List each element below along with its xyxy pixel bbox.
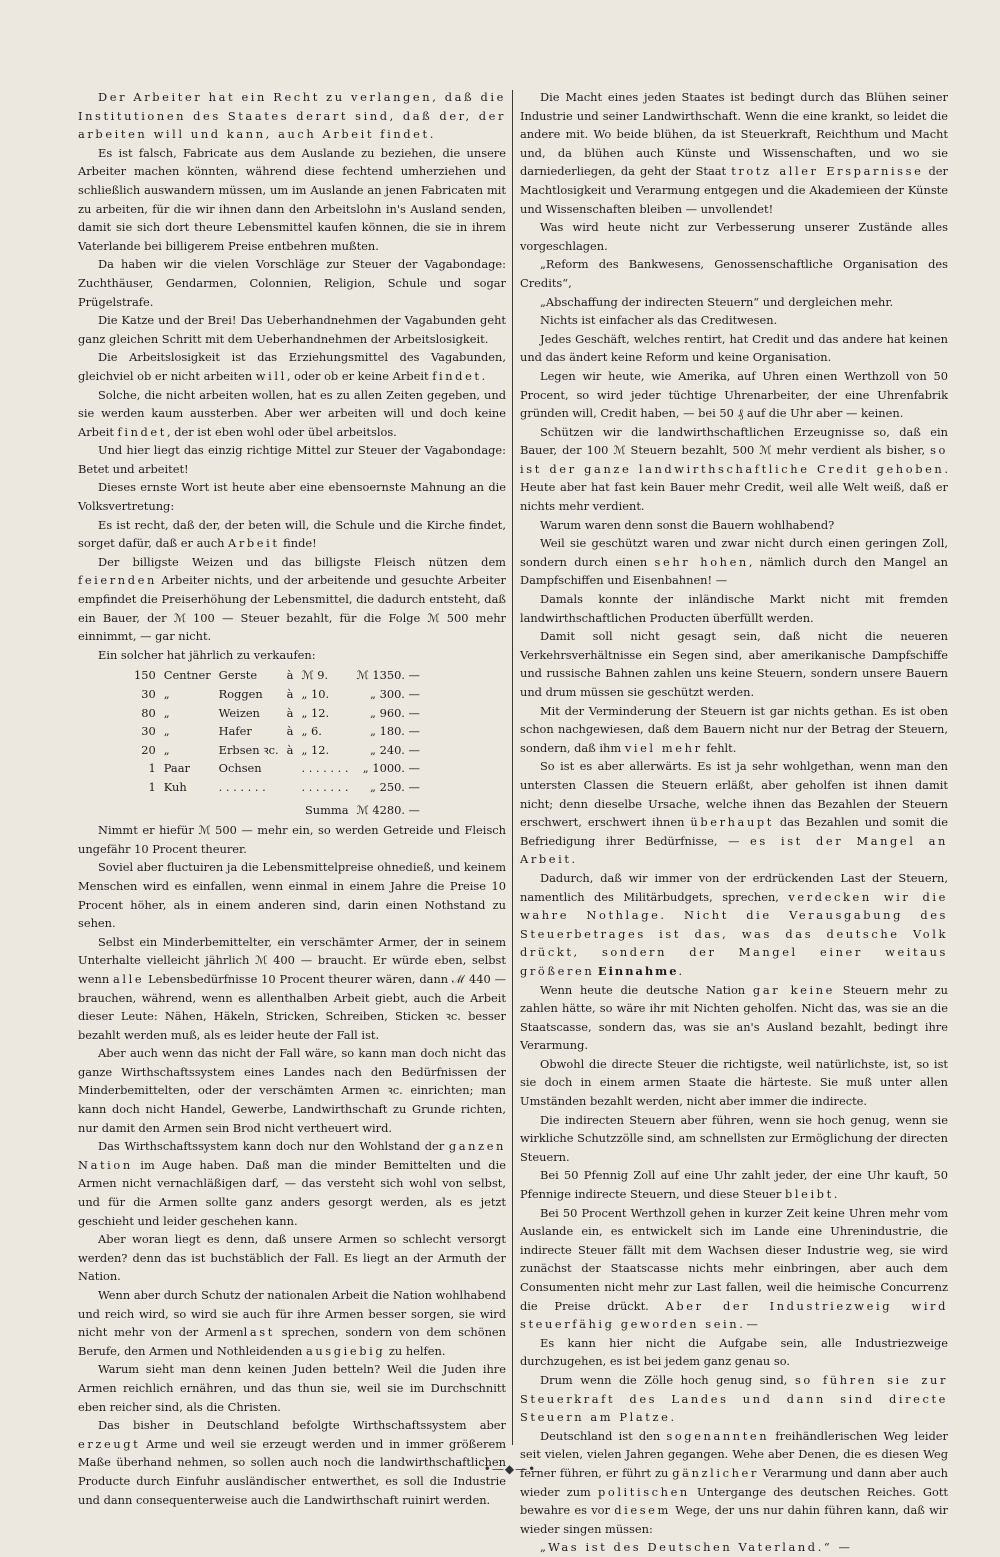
- paragraph: Die Katze und der Brei! Das Ueberhandnehmen der Vagabunden geht ganz gleichen Schritt mit dem Ueberhandnehmen der Arbeitslosigkeit.: [78, 313, 506, 346]
- paragraph: Die indirecten Steuern aber führen, wenn sie hoch genug, wenn sie wirkliche Schutzzölle sind, am schnellsten zur Ermöglichung der directen Steuern.: [520, 1112, 948, 1164]
- table-row: 80 „ Weizen à „ 12. „ 960. —: [141, 705, 420, 720]
- paragraph: Solche, die nicht arbeiten wollen, hat es zu allen Zeiten gegeben, und sie werden kaum aussterben. Aber wer arbeiten will und doch keine Arbeit findet, der ist eben wohl oder übel arbeitslos.: [78, 387, 506, 439]
- paragraph: So ist es aber allerwärts. Es ist ja sehr wohlgethan, wenn man den untersten Classen die Steuern erläßt, aber geholfen ist ihnen damit nicht; denn dieselbe Ursache, welche ihnen das Bezahlen der Steuern erschwert, erschwert ihnen überhaupt das Bezahlen und somit die Befriedigung ihrer Bedürfnisse, — es ist der Mangel an Arbeit.: [520, 759, 948, 867]
- paragraph: „Abschaffung der indirecten Steuern“ und dergleichen mehr.: [540, 294, 894, 309]
- table-row: 1 Kuh . . . . . . . . . . . . . . „ 250. —: [148, 779, 420, 794]
- column-divider: [512, 90, 513, 1445]
- paragraph: Ein solcher hat jährlich zu verkaufen:: [98, 647, 316, 662]
- paragraph: Weil sie geschützt waren und zwar nicht durch einen geringen Zoll, sondern durch einen sehr hohen, nämlich durch den Mangel an Dampfschiffen und Eisenbahnen! —: [520, 536, 948, 588]
- paragraph: Drum wenn die Zölle hoch genug sind, so führen sie zur Steuerkraft des Landes und dann sind directe Steuern am Platze.: [520, 1372, 948, 1425]
- left-column: [78, 88, 506, 1509]
- paragraph: Wenn aber durch Schutz der nationalen Arbeit die Nation wohlhabend und reich wird, so wird sie auch für ihre Armen besser sorgen, sie wird nicht mehr von der Armenlast sprechen, sondern von dem schönen Berufe, den Armen und Nothleidenden ausgiebig zu helfen.: [78, 1288, 506, 1358]
- paragraph: Es ist recht, daß der, der beten will, die Schule und die Kirche findet, sorget dafür, daß er auch Arbeit finde!: [78, 517, 506, 551]
- paragraph: Obwohl die directe Steuer die richtigste, weil natürlichste, ist, so ist sie doch in einem armen Staate die härteste. Sie muß unter allen Umständen bezahlt werden, nicht aber immer die indirecte.: [520, 1056, 948, 1109]
- paragraph: „Was ist des Deutschen Vaterland.“ —: [540, 1540, 853, 1555]
- paragraph: Bei 50 Procent Werthzoll gehen in kurzer Zeit keine Uhren mehr vom Auslande ein, es entwickelt sich im Lande eine Uhrenindustrie, die indirecte Steuer fällt mit dem Wachsen dieser Industrie weg, sie wird zunächst der Staatscasse nichts mehr einbringen, aber auch dem Consumenten nicht mehr zur Last fallen, weil die heimische Concurrenz die Preise drückt. Aber der Industriezweig wird steuerfähig geworden sein. —: [520, 1205, 948, 1332]
- sales-table: [130, 666, 424, 819]
- end-ornament: •—◆—•: [483, 1462, 537, 1476]
- paragraph: Es ist falsch, Fabricate aus dem Auslande zu beziehen, die unsere Arbeiter machen könnten, während diese fechtend umherziehen und schließlich auswandern müssen, um im Auslande an jenen Fabricaten mit zu arbeiten, für die wir ihnen dann den Arbeitslohn in's Ausland senden, damit sie sich dort theure Lebensmittel kaufen können, die sie in ihrem Vaterlande bei billigerem Preise entbehren mußten.: [78, 145, 506, 253]
- paragraph: Selbst ein Minderbemittelter, ein verschämter Armer, der in seinem Unterhalte vielleicht jährlich ℳ 400 — braucht. Er würde eben, selbst wenn alle Lebensbedürfnisse 10 Procent theurer wären, dann ℳ 440 — brauchen, während, wenn es allenthalben Arbeit giebt, auch die Arbeit dieser Leute: Nähen, Häkeln, Stricken, Schreiben, Sticken ꝛc. besser bezahlt werden muß, als es leider heute der Fall ist.: [78, 934, 506, 1042]
- paragraph: „Reform des Bankwesens, Genossenschaftliche Organisation des Credits“,: [520, 257, 948, 290]
- paragraph: Aber woran liegt es denn, daß unsere Armen so schlecht versorgt werden? denn das ist buchstäblich der Fall. Es liegt an der Armuth der Nation.: [78, 1232, 506, 1284]
- paragraph: Nimmt er hiefür ℳ 500 — mehr ein, so werden Getreide und Fleisch ungefähr 10 Procent theurer.: [78, 823, 506, 856]
- paragraph: Mit der Verminderung der Steuern ist gar nichts gethan. Es ist oben schon nachgewiesen, daß dem Bauern nicht nur der Betrag der Steuern, sondern, daß ihm viel mehr fehlt.: [520, 703, 948, 755]
- paragraph: Dadurch, daß wir immer von der erdrückenden Last der Steuern, namentlich des Militärbudgets, sprechen, verdecken wir die wahre Nothlage. Nicht die Verausgabung des Steuerbetrages ist das, was das deutsche Volk drückt, sondern der Mangel einer weitaus größeren Einnahme.: [520, 870, 948, 978]
- table-row: 1 Paar Ochsen . . . . . . . „ 1000. —: [148, 761, 420, 776]
- paragraph: Wenn heute die deutsche Nation gar keine Steuern mehr zu zahlen hätte, so wäre ihr mit Nichten geholfen. Nicht das, was sie an die Staatscasse, sondern das, was sie an's Ausland bezahlt, bedingt ihre Verarmung.: [520, 982, 948, 1053]
- table-row: 30 „ Hafer à „ 6. „ 180. —: [141, 724, 420, 739]
- paragraph: Damit soll nicht gesagt sein, daß nicht die neueren Verkehrsverhältnisse ein Segen sind, aber amerikanische Dampfschiffe und russische Bahnen zahlen uns keine Steuern, sondern unsere Bauern und drum müssen sie geschützt werden.: [520, 629, 948, 699]
- paragraph: Bei 50 Pfennig Zoll auf eine Uhr zahlt jeder, der eine Uhr kauft, 50 Pfennige indirecte Steuern, und diese Steuer bleibt.: [520, 1168, 948, 1202]
- paragraph: Warum waren denn sonst die Bauern wohlhabend?: [540, 517, 835, 532]
- right-column: [520, 88, 948, 1557]
- table-row: 20 „ Erbsen ꝛc. à „ 12. „ 240. —: [141, 742, 420, 757]
- paragraph: Die Arbeitslosigkeit ist das Erziehungsmittel des Vagabunden, gleichviel ob er nicht arbeiten will, oder ob er keine Arbeit findet.: [78, 350, 506, 383]
- paragraph: Warum sieht man denn keinen Juden betteln? Weil die Juden ihre Armen reichlich ernähren, und das thun sie, weil sie im Durchschnitt eben reicher sind, als die Christen.: [78, 1362, 506, 1414]
- paragraph: Das bisher in Deutschland befolgte Wirthschaftssystem aber erzeugt Arme und weil sie erzeugt werden und in immer größerem Maße überhand nehmen, so sollen auch noch die landwirthschaftlichen Producte durch Einfuhr ausländischer entwerthet, es soll die Industrie und dann consequenterweise auch die Landwirthschaft ruinirt werden.: [78, 1418, 506, 1507]
- paragraph: Und hier liegt das einzig richtige Mittel zur Steuer der Vagabondage: Betet und arbeitet!: [78, 443, 506, 476]
- table-total-row: Summa ℳ 4280. —: [304, 802, 420, 817]
- paragraph: Legen wir heute, wie Amerika, auf Uhren einen Werthzoll von 50 Procent, so wird jeder tüchtige Uhrenarbeiter, der eine Uhrenfabrik gründen will, Credit haben, — bei 50 ₰ auf die Uhr aber — keinen.: [520, 368, 948, 421]
- paragraph: Damals konnte der inländische Markt nicht mit fremden landwirthschaftlichen Producten überfüllt werden.: [520, 592, 948, 625]
- paragraph: Was wird heute nicht zur Verbesserung unserer Zustände alles vorgeschlagen.: [520, 220, 948, 253]
- paragraph: Deutschland ist den sogenannten freihändlerischen Weg leider seit vielen, vielen Jahren gegangen. Wehe aber Denen, die es diesen Weg ferner führen, er führt zu gänzlicher Verarmung und dann aber auch wieder zum politischen Untergange des deutschen Reiches. Gott bewahre es vor diesem Wege, der uns nur dahin führen kann, daß wir wieder singen müssen:: [520, 1428, 948, 1536]
- paragraph: Aber auch wenn das nicht der Fall wäre, so kann man doch nicht das ganze Wirthschaftssystem eines Landes nach den Bedürfnissen der Minderbemittelten, oder der verschämten Armen ꝛc. einrichten; man kann doch nicht Handel, Gewerbe, Landwirthschaft zu Grunde richten, nur damit den Armen sein Brod nicht vertheuert wird.: [78, 1046, 506, 1135]
- paragraph: Schützen wir die landwirthschaftlichen Erzeugnisse so, daß ein Bauer, der 100 ℳ Steuern bezahlt, 500 ℳ mehr verdient als bisher, so ist der ganze landwirthschaftliche Credit gehoben. Heute aber hat fast kein Bauer mehr Credit, weil alle Welt weiß, daß er nichts mehr verdient.: [520, 424, 948, 514]
- table-row: 150 Centner Gerste à ℳ 9. ℳ 1350. —: [134, 668, 420, 683]
- paragraph: Da haben wir die vielen Vorschläge zur Steuer der Vagabondage: Zuchthäuser, Gendarmen, Colonnien, Religion, Schule und sogar Prügelstrafe.: [78, 257, 506, 309]
- paragraph: Der Arbeiter hat ein Recht zu verlangen, daß die Institutionen des Staates derart sind, daß der, der arbeiten will und kann, auch Arbeit findet.: [78, 90, 506, 142]
- paragraph: Dieses ernste Wort ist heute aber eine ebensoernste Mahnung an die Volksvertretung:: [78, 480, 506, 514]
- paragraph: Das Wirthschaftssystem kann doch nur den Wohlstand der ganzen Nation im Auge haben. Daß man die minder Bemittelten und die Armen nicht vernachläßigen darf, — das versteht sich wohl von selbst, und für die Armen sollte ganz anders gesorgt werden, als es jetzt geschieht und leider geschehen kann.: [78, 1139, 506, 1228]
- paragraph: Die Macht eines jeden Staates ist bedingt durch das Blühen seiner Industrie und seiner Landwirthschaft. Wenn die eine krankt, so leidet die andere mit. Wo beide blühen, da ist Steuerkraft, Reichthum und Macht und, da blühen auch Künste und Wissenschaften, und wo sie darniederliegen, da geht der Staat trotz aller Ersparnisse der Machtlosigkeit und Verarmung entgegen und die Akademieen der Künste und Wissenschaften bleiben — unvollendet!: [520, 90, 948, 216]
- paragraph: Es kann hier nicht die Aufgabe sein, alle Industriezweige durchzugehen, es ist bei jedem ganz genau so.: [520, 1335, 948, 1369]
- table-row: 30 „ Roggen à „ 10. „ 300. —: [141, 687, 420, 701]
- paragraph: Soviel aber fluctuiren ja die Lebensmittelpreise ohnedieß, und keinem Menschen wird es einfallen, wenn einmal in einem Jahre die Preise 10 Procent höher, als in einem anderen sind, darin einen Nothstand zu sehen.: [78, 860, 506, 931]
- paragraph: Nichts ist einfacher als das Creditwesen.: [540, 313, 778, 328]
- paragraph: Jedes Geschäft, welches rentirt, hat Credit und das andere hat keinen und das ändert keine Reform und keine Organisation.: [520, 331, 948, 365]
- paragraph: Der billigste Weizen und das billigste Fleisch nützen dem feiernden Arbeiter nichts, und der arbeitende und gesuchte Arbeiter empfindet die Preiserhöhung der Lebensmittel, die dadurch entsteht, daß ein Bauer, der ℳ 100 — Steuer bezahlt, für die Folge ℳ 500 mehr einnimmt, — gar nicht.: [78, 554, 506, 644]
